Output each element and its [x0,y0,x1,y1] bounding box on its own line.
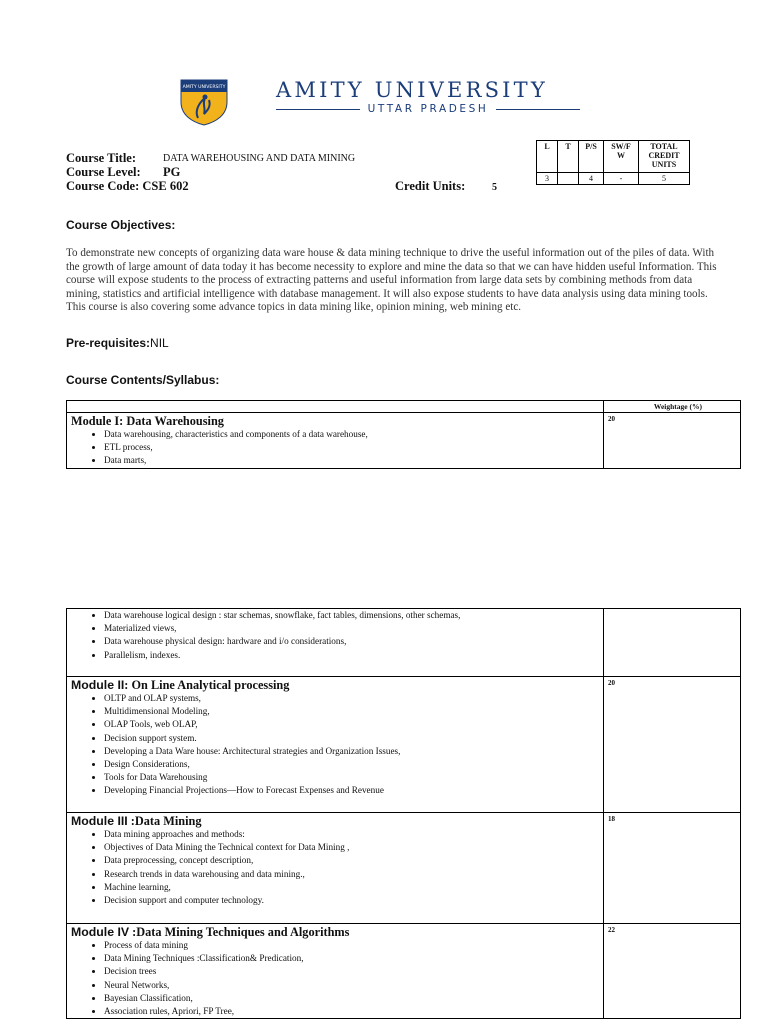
list-item: • Machine learning, [104,881,603,894]
list-item: • Data marts, [104,454,603,467]
divider [276,109,360,110]
credit-value-l: 3 [537,173,558,185]
credit-header-ps: P/S [579,141,604,173]
divider [496,109,580,110]
module-1-list [67,428,603,468]
weightage-header: Weightage (%) [604,401,741,413]
university-subtitle [276,103,580,115]
credit-header-total: TOTAL CREDIT UNITS [639,141,690,173]
prerequisites-label: Pre-requisites: [66,336,151,350]
credit-header-t: T [558,141,579,173]
module-2-weight-cell [604,677,741,813]
course-code: Course Code: CSE 602 [66,179,189,193]
module-2-list [67,692,603,798]
module-3-cell [67,813,604,924]
module-2-cell [67,677,604,813]
list-item: • OLAP Tools, web OLAP, [104,718,603,731]
list-item: • Parallelism, indexes. [104,649,603,662]
list-item: • Association rules, Apriori, FP Tree, [104,1005,603,1018]
credit-header-swfw: SW/F W [604,141,639,173]
module-3-title: Module III :Data Mining [71,814,202,828]
list-item: • Decision trees [104,965,603,978]
course-title-value: DATA WAREHOUSING AND DATA MINING [163,153,356,164]
module-4-title: Module IV :Data Mining Techniques and Algorithms [71,925,350,939]
weightage-spacer [67,401,604,413]
list-item: • Data preprocessing, concept description, [104,854,603,867]
course-title-label: Course Title: [66,151,137,165]
list-item: • Tools for Data Warehousing [104,771,603,784]
list-item: • Data mining approaches and methods: [104,828,603,841]
module-4-weight: 22 [608,926,615,934]
list-item: • Process of data mining [104,939,603,952]
list-item: • Developing a Data Ware house: Architectural strategies and Organization Issues, [104,745,603,758]
module-1-weight-cell [604,413,741,469]
list-item: • Developing Financial Projections—How to Forecast Expenses and Revenue [104,784,603,797]
logo-text: AMITY UNIVERSITY [182,85,226,90]
module-3-list [67,828,603,907]
module-1-title: Module I: Data Warehousing [71,414,224,428]
module-4-list [67,939,603,1018]
credit-value-t [558,173,579,185]
list-item: • Neural Networks, [104,979,603,992]
course-level-label: Course Level: [66,165,141,179]
credit-header-l: L [537,141,558,173]
module-1-continued-weight-cell [604,609,741,677]
list-item: • OLTP and OLAP systems, [104,692,603,705]
credit-units-label: Credit Units: [395,179,466,193]
list-item: • Data warehouse logical design : star schemas, snowflake, fact tables, dimensions, other schemas, [104,609,603,622]
list-item: • Decision support and computer technology. [104,894,603,907]
credit-units-value: 5 [492,182,497,193]
course-level-value: PG [163,165,181,179]
credit-table [536,140,690,185]
list-item: • Bayesian Classification, [104,992,603,1005]
prerequisites [66,336,169,350]
module-3-weight: 18 [608,815,615,823]
list-item: • Multidimensional Modeling, [104,705,603,718]
credit-value-swfw: - [604,173,639,185]
objectives-heading: Course Objectives: [66,218,176,232]
module-4-weight-cell [604,924,741,1019]
list-item: • Decision support system. [104,732,603,745]
module-4-cell [67,924,604,1019]
credit-value-total: 5 [639,173,690,185]
module-2-title: Module II: On Line Analytical processing [71,678,290,692]
list-item: • Research trends in data warehousing and data mining., [104,868,603,881]
list-item: • Data Mining Techniques :Classification& Predication, [104,952,603,965]
amity-logo [178,78,230,126]
prerequisites-value: NIL [150,336,169,350]
list-item: • Objectives of Data Mining the Technical context for Data Mining , [104,841,603,854]
module-1-continued-list [67,609,603,662]
syllabus-table-2 [66,608,741,1019]
module-1-continued-cell [67,609,604,677]
module-1-cell [67,413,604,469]
list-item: • Materialized views, [104,622,603,635]
list-item: • Design Considerations, [104,758,603,771]
objectives-text: To demonstrate new concepts of organizing data ware house & data mining technique to drive the useful information out of the piles of data. With the growth of large amount of data today it has become necessity to explore and mine the data so that we can have hidden useful Information. This course will expose students to the process of extracting patterns and useful information from large data sets by combining methods from data mining, statistics and artificial intelligence with database management. It will also expose students to have data analysis using data mining tools. This course is also covering some advance topics in data mining like, opinion mining, web mining etc. [66,247,717,313]
university-name: AMITY UNIVERSITY [276,78,548,102]
module-1-weight: 20 [608,415,615,423]
credit-value-ps: 4 [579,173,604,185]
syllabus-table-1 [66,400,741,469]
module-3-weight-cell [604,813,741,924]
list-item: • Data warehouse physical design: hardware and i/o considerations, [104,635,603,648]
syllabus-heading: Course Contents/Syllabus: [66,373,220,387]
module-2-weight: 20 [608,679,615,687]
state-name: UTTAR PRADESH [367,103,489,115]
list-item: • Data warehousing, characteristics and components of a data warehouse, [104,428,603,441]
list-item: • ETL process, [104,441,603,454]
